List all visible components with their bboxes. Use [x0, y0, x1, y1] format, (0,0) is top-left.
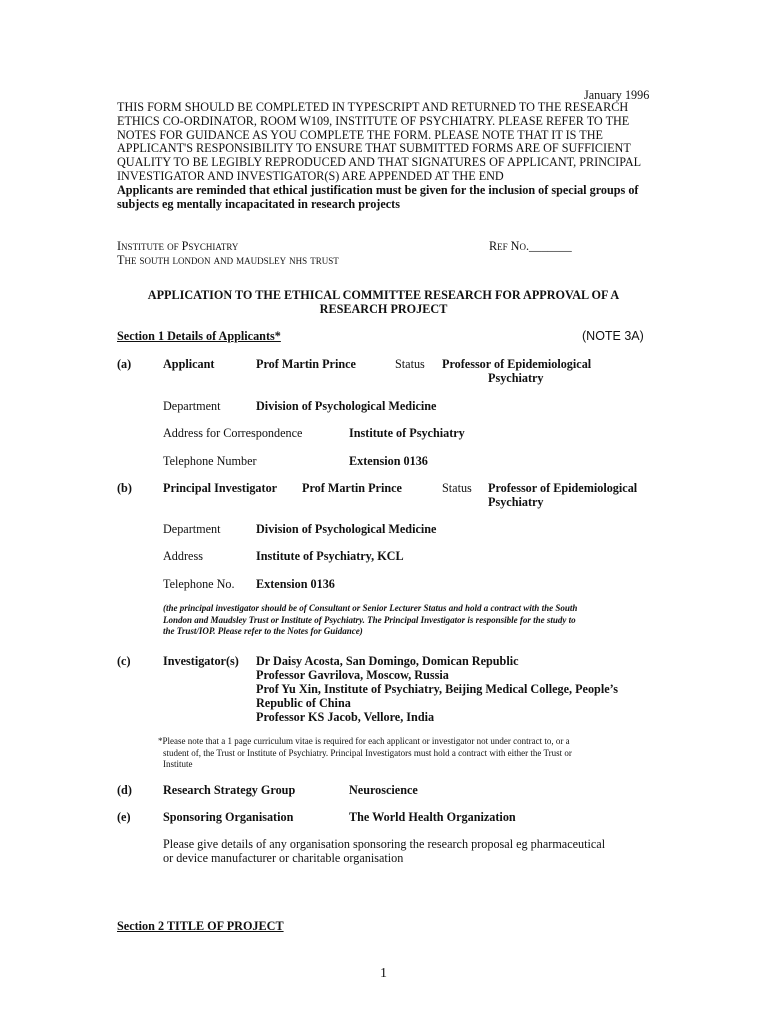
applicant-telephone-value: Extension 0136	[349, 454, 428, 468]
pi-status-value: Professor of Epidemiological	[488, 481, 638, 495]
item-marker-c: (c)	[117, 654, 131, 668]
trust-name: The south london and maudsley nhs trust	[117, 253, 339, 267]
pi-guidance-note	[163, 603, 577, 638]
reference-number: Ref No._______	[489, 239, 572, 253]
applicant-name: Prof Martin Prince	[256, 357, 356, 371]
form-title-line: RESEARCH PROJECT	[319, 302, 448, 316]
pi-address-label: Address	[163, 549, 203, 563]
applicant-department-label: Department	[163, 399, 221, 413]
investigator-entry: Dr Daisy Acosta, San Domingo, Domican Republic	[256, 654, 519, 668]
form-title-line: APPLICATION TO THE ETHICAL COMMITTEE RESEARCH FOR APPROVAL OF A	[147, 288, 620, 302]
principal-investigator-label: Principal Investigator	[163, 481, 278, 495]
applicant-status-value: Professor of Epidemiological	[442, 357, 592, 371]
investigator-entry: Professor KS Jacob, Vellore, India	[256, 710, 435, 724]
section-1-note: (NOTE 3A)	[582, 329, 644, 343]
cv-footnote-line: Institute	[163, 759, 193, 769]
pi-telephone-value: Extension 0136	[256, 577, 335, 591]
investigators-list	[256, 654, 618, 724]
item-marker-b: (b)	[117, 481, 132, 495]
applicant-department-value: Division of Psychological Medicine	[256, 399, 437, 413]
section-2-heading: Section 2 TITLE OF PROJECT	[117, 919, 284, 933]
sponsoring-organisation-value: The World Health Organization	[349, 810, 516, 824]
investigator-entry: Professor Gavrilova, Moscow, Russia	[256, 668, 449, 682]
research-strategy-group-label: Research Strategy Group	[163, 783, 296, 797]
cv-footnote-line: student of, the Trust or Institute of Psychiatry. Principal Investigators must hold a contract with either the Trust or	[163, 747, 572, 758]
pi-department-label: Department	[163, 522, 221, 536]
sponsor-help-line: or device manufacturer or charitable organisation	[163, 851, 404, 865]
cv-footnote-line: *Please note that a 1 page curriculum vitae is required for each applicant or investigator not under contract to, or a	[158, 736, 570, 746]
section-1-heading: Section 1 Details of Applicants*	[117, 329, 281, 343]
applicant-status-label: Status	[395, 357, 425, 371]
pi-status-label: Status	[442, 481, 472, 495]
applicant-label: Applicant	[163, 357, 215, 371]
pi-telephone-label: Telephone No.	[163, 577, 235, 591]
pi-guidance-line: (the principal investigator should be of Consultant or Senior Lecturer Status and hold a contract with the South	[163, 603, 578, 613]
page-number: 1	[380, 966, 387, 981]
sponsor-help-text	[163, 837, 605, 865]
pi-guidance-line: the Trust/IOP. Please refer to the Notes for Guidance)	[163, 626, 363, 636]
research-strategy-group-value: Neuroscience	[349, 783, 418, 797]
investigators-label: Investigator(s)	[163, 654, 239, 668]
cv-footnote	[158, 736, 572, 771]
applicant-telephone-label: Telephone Number	[163, 454, 257, 468]
form-date: January 1996	[584, 88, 650, 102]
pi-status-value-cont: Psychiatry	[488, 495, 544, 509]
sponsor-help-line: Please give details of any organisation sponsoring the research proposal eg pharmaceutical	[163, 837, 606, 851]
sponsoring-organisation-label: Sponsoring Organisation	[163, 810, 294, 824]
pi-address-value: Institute of Psychiatry, KCL	[256, 549, 404, 563]
instructions-text: THIS FORM SHOULD BE COMPLETED IN TYPESCRIPT AND RETURNED TO THE RESEARCH ETHICS CO-ORDINATOR, ROOM W109, INSTITUTE OF PSYCHIATRY. PLEASE REFER TO THE NOTES FOR GUIDANCE AS YOU COMPLETE THE FORM. PLEASE NOTE THAT IT IS THE APPLICANT'S RESPONSIBILITY TO ENSURE THAT SUBMITTED FORMS ARE OF SUFFICIENT QUALITY TO BE LEGIBLY REPRODUCED AND THAT SIGNATURES OF APPLICANT, PRINCIPAL INVESTIGATOR AND INVESTIGATOR(S) ARE APPENDED AT THE END	[117, 100, 641, 183]
principal-investigator-name: Prof Martin Prince	[302, 481, 402, 495]
item-marker-e: (e)	[117, 810, 131, 824]
form-instructions	[117, 101, 662, 211]
investigator-entry-cont: Republic of China	[256, 696, 351, 710]
investigator-entry: Prof Yu Xin, Institute of Psychiatry, Beijing Medical College, People’s	[256, 682, 618, 696]
ethics-reminder: Applicants are reminded that ethical justification must be given for the inclusion of special groups of subjects eg mentally incapacitated in research projects	[117, 182, 639, 211]
pi-guidance-line: London and Maudsley Trust or Institute of Psychiatry. The Principal Investigator is responsible for the study to	[163, 614, 576, 625]
applicant-address-value: Institute of Psychiatry	[349, 426, 465, 440]
applicant-address-label: Address for Correspondence	[163, 426, 303, 440]
item-marker-d: (d)	[117, 783, 132, 797]
institute-name: Institute of Psychiatry	[117, 239, 239, 253]
applicant-status-value-cont: Psychiatry	[488, 371, 544, 385]
item-marker-a: (a)	[117, 357, 132, 371]
pi-department-value: Division of Psychological Medicine	[256, 522, 437, 536]
form-title	[117, 288, 650, 316]
